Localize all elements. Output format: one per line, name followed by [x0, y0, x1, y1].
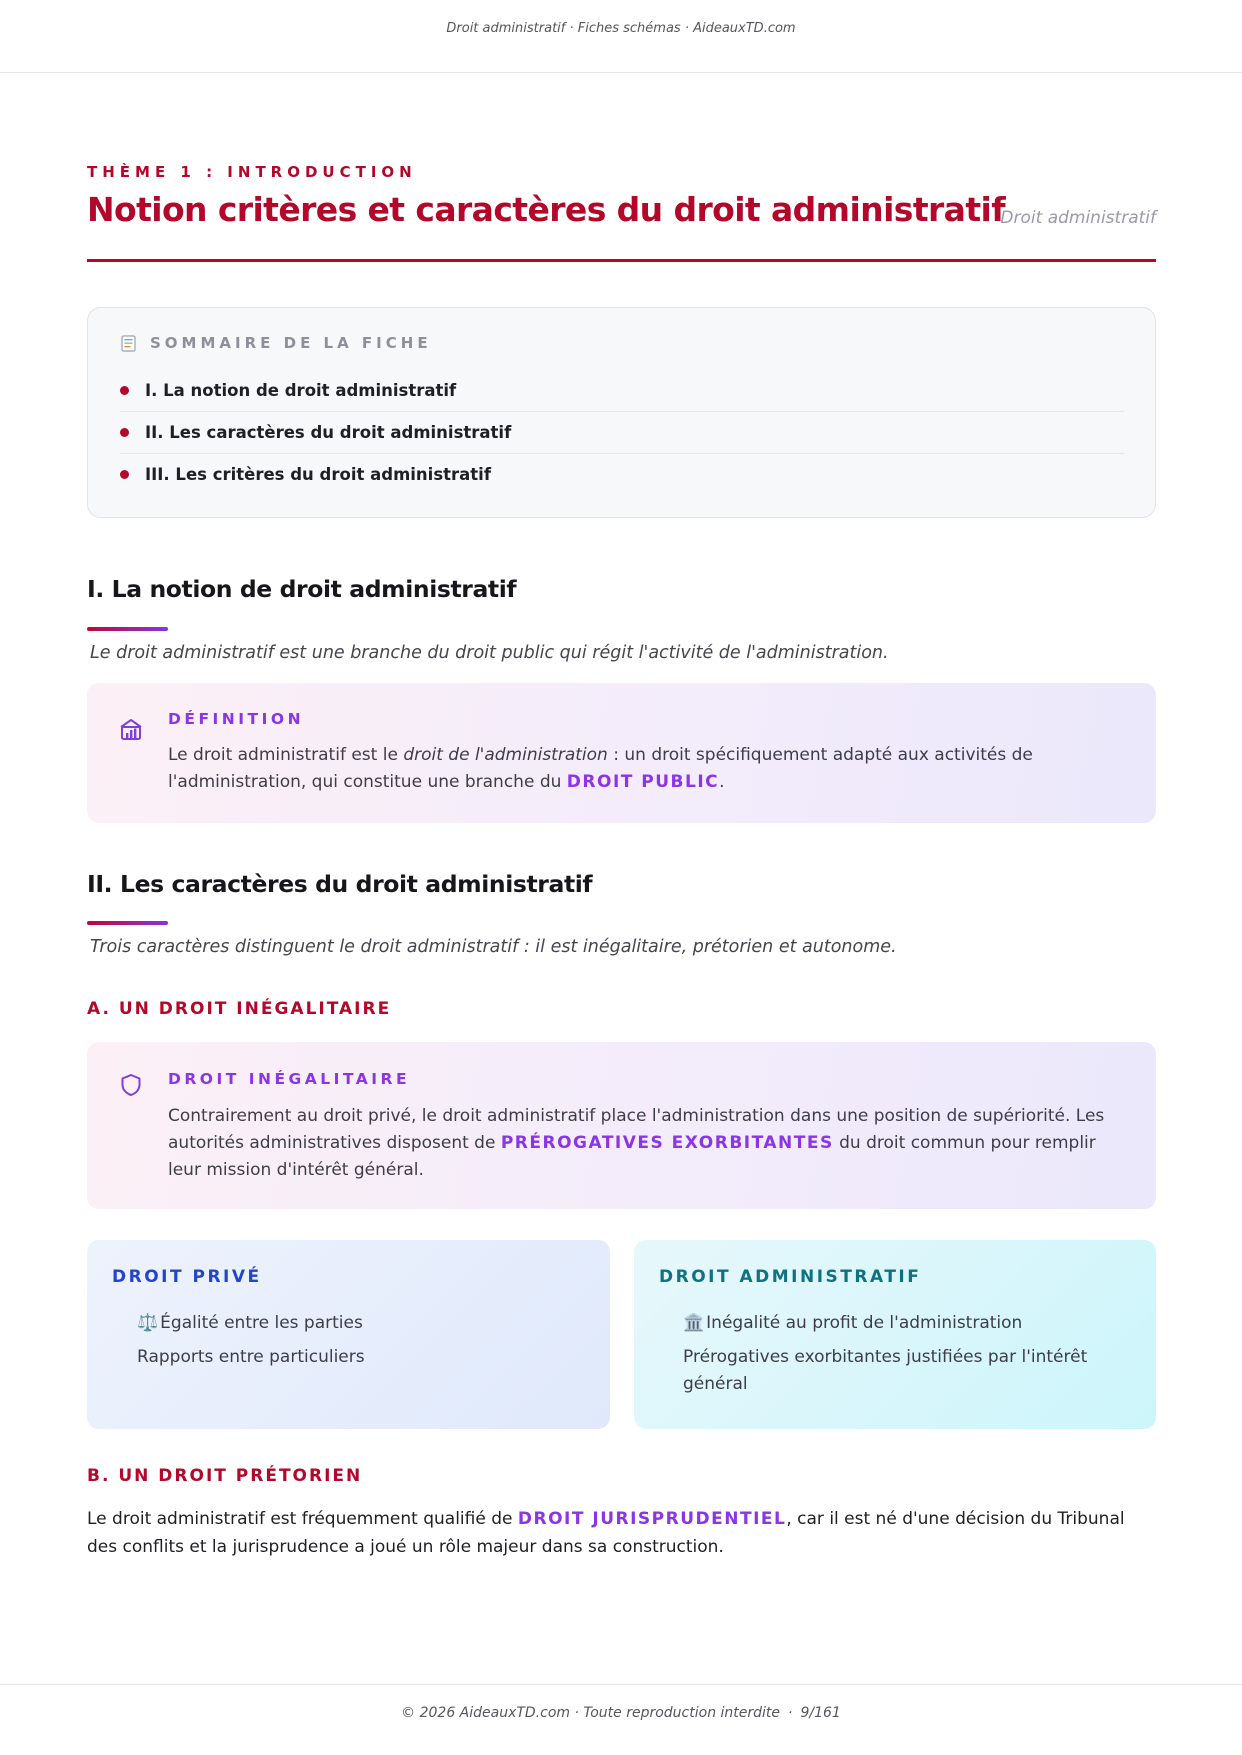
toc-box — [87, 307, 1156, 518]
keyword-prerogatives: PRÉROGATIVES EXORBITANTES — [500, 1133, 834, 1153]
compare-item — [137, 1310, 567, 1337]
section-1-accent-bar — [87, 627, 168, 631]
toc-item-label: II. Les caractères du droit administratif — [145, 423, 512, 442]
title-divider — [87, 259, 1156, 262]
definition-text — [168, 742, 1128, 796]
compare-item — [683, 1344, 1113, 1398]
compare-item-text: Rapports entre particuliers — [137, 1347, 365, 1367]
compare-card-droit-administratif — [634, 1240, 1156, 1429]
page-number: 9/161 — [800, 1705, 841, 1721]
subsection-a-title: A. UN DROIT INÉGALITAIRE — [87, 999, 392, 1019]
toc-item-label: III. Les critères du droit administratif — [145, 465, 492, 484]
compare-card-title: DROIT ADMINISTRATIF — [659, 1267, 922, 1287]
definition-label: DÉFINITION — [168, 710, 305, 728]
toc-item-label: I. La notion de droit administratif — [145, 381, 457, 400]
keyword-droit-jurisprudentiel: DROIT JURISPRUDENTIEL — [517, 1509, 787, 1529]
inegalitaire-text — [168, 1103, 1128, 1184]
toc-item[interactable] — [120, 412, 1124, 454]
toc-item[interactable] — [120, 454, 1124, 495]
inegalitaire-text-part: du droit commun pour remplir leur mission d'intérêt général. — [168, 1133, 1096, 1180]
toc-header — [120, 334, 432, 352]
scales-icon: ⚖️ — [137, 1313, 159, 1333]
bullet-dot — [120, 470, 129, 479]
compare-card-items — [683, 1310, 1113, 1405]
page-subject: Droit administratif — [1000, 208, 1156, 228]
toc-list — [120, 370, 1124, 495]
compare-item-text: Inégalité au profit de l'administration — [706, 1313, 1023, 1333]
definition-text-part: . — [719, 772, 725, 792]
pretorien-text-part: , car il est né d'une décision du Tribunal des conflits et la jurisprudence a joué un rôle majeur dans sa construction. — [87, 1509, 1125, 1557]
pretorien-paragraph — [87, 1505, 1156, 1561]
toc-item[interactable] — [120, 370, 1124, 412]
title-row — [87, 190, 1156, 235]
definition-text-part: : un droit spécifiquement adapté aux activités de l'administration, qui constitue une branche du — [168, 745, 1033, 792]
section-1-intro: Le droit administratif est une branche du droit public qui régit l'activité de l'administration. — [90, 643, 889, 663]
footer-line — [0, 1705, 1242, 1721]
page-title: Notion critères et caractères du droit administratif — [87, 190, 1005, 229]
inegalitaire-text-part: Contrairement au droit privé, le droit administratif place l'administration dans une position de supériorité. Les autorités administratives disposent de — [168, 1106, 1105, 1153]
theme-kicker: THÈME 1 : INTRODUCTION — [87, 163, 417, 181]
compare-item — [137, 1344, 567, 1371]
footer-separator: · — [788, 1705, 793, 1721]
inegalitaire-label: DROIT INÉGALITAIRE — [168, 1070, 411, 1088]
running-header — [0, 0, 1242, 73]
footer-copyright: © 2026 AideauxTD.com · Toute reproduction interdite — [401, 1705, 781, 1721]
classical-building-icon: 🏛️ — [683, 1313, 705, 1333]
definition-italic: droit de l'administration — [403, 745, 608, 765]
compare-card-items — [137, 1310, 567, 1378]
pretorien-text-part: Le droit administratif est fréquemment qualifié de — [87, 1509, 518, 1529]
compare-item-text: Égalité entre les parties — [160, 1313, 363, 1333]
running-footer — [0, 1684, 1242, 1755]
compare-item — [683, 1310, 1113, 1337]
definition-text-part: Le droit administratif est le — [168, 745, 404, 765]
subsection-b-title: B. UN DROIT PRÉTORIEN — [87, 1466, 363, 1486]
definition-callout — [87, 683, 1156, 823]
running-header-text: Droit administratif · Fiches schémas · AideauxTD.com — [446, 21, 796, 36]
bullet-dot — [120, 386, 129, 395]
bullet-dot — [120, 428, 129, 437]
inegalitaire-callout — [87, 1042, 1156, 1209]
toc-heading: SOMMAIRE DE LA FICHE — [150, 334, 432, 352]
section-2-intro: Trois caractères distinguent le droit administratif : il est inégalitaire, prétorien et autonome. — [90, 937, 897, 957]
building-chart-icon — [118, 716, 144, 742]
compare-card-title: DROIT PRIVÉ — [112, 1267, 262, 1287]
shield-icon — [118, 1072, 144, 1098]
section-2-accent-bar — [87, 921, 168, 925]
keyword-droit-public: DROIT PUBLIC — [566, 772, 720, 792]
section-2-title: II. Les caractères du droit administratif — [87, 870, 593, 898]
bookmark-tabs-icon — [120, 334, 138, 352]
compare-item-text: Prérogatives exorbitantes justifiées par l'intérêt général — [683, 1347, 1088, 1394]
compare-card-droit-prive — [87, 1240, 610, 1429]
section-1-title: I. La notion de droit administratif — [87, 575, 517, 603]
